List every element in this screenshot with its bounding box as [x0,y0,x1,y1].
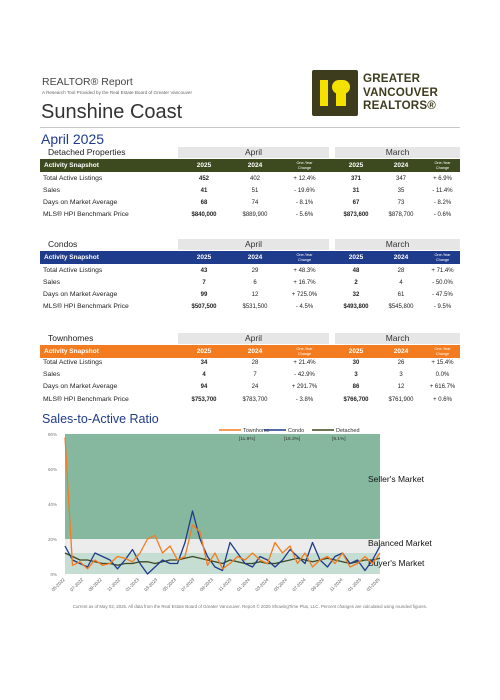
band-april: April [178,147,329,158]
table-row: Sales 4 7 - 42.9% 3 3 0.0% [43,371,450,378]
y-tick-label: 40% [47,502,57,507]
table-row: MLS® HPI Benchmark Price $507,500 $531,500 - 4.5% $493,800 $545,800 - 9.5% [43,303,452,310]
legend-value: [11.8%] [239,437,255,442]
col-change: One-Year Change [434,346,451,356]
table-row: Sales 41 51 - 19.6% 31 35 - 11.4% [43,187,453,194]
table-row: Total Active Listings 43 29 + 48.3% 48 28 + 71.4% [43,267,454,274]
col-2025: 2025 [196,348,212,355]
y-tick-label: 80% [47,432,57,437]
report-title: REALTOR® Report [42,76,133,88]
col-activity: Activity Snapshot [44,254,99,261]
x-tick-label: 01-2025 [346,577,363,593]
legend-value: [16.3%] [284,437,301,442]
table-row: Days on Market Average 94 24 + 291.7% 86 12 + 616.7% [43,383,456,390]
x-tick-label: 11-2022 [106,577,122,593]
column-header [40,251,460,264]
report-subtitle: A Research Tool Provided by the Real Estate Board of Greater Vancouver [42,90,192,95]
header-divider [40,127,460,128]
table-row: Sales 7 6 + 16.7% 2 4 - 50.0% [43,279,453,286]
market-zone [65,539,380,553]
zone-label: Buyer's Market [368,558,425,568]
x-tick-label: 01-2024 [235,577,252,593]
gvr-logo [312,70,464,116]
section-title-detached: Detached Properties [48,147,126,157]
chart-title: Sales-to-Active Ratio [42,412,159,426]
legend-label: Condo [288,428,305,434]
band-april: April [178,333,329,344]
zone-label: Balanced Market [368,538,432,548]
table-row: Total Active Listings 452 402 + 12.4% 371 347 + 6.9% [43,175,452,182]
band-april: April [178,239,329,250]
x-tick-label: 05-2022 [50,577,66,593]
legend-label: Townhome [243,428,270,434]
legend-label: Detached [336,428,360,434]
col-2025: 2025 [348,162,364,169]
y-tick-label: 0% [50,572,57,577]
col-activity: Activity Snapshot [44,162,99,169]
table-row: Total Active Listings 34 28 + 21.4% 30 26 + 15.4% [43,359,454,366]
col-2024: 2024 [393,254,409,261]
band-march: March [335,333,460,344]
y-tick-label: 20% [47,537,57,542]
logo-mark-icon [312,70,358,116]
band-march: March [335,147,460,158]
table-row: Days on Market Average 99 12 + 725.0% 32 61 - 47.5% [43,291,453,298]
footnote: Current as of May 02, 2025. All data from the Real Estate Board of Greater Vancouver. Report © 2025 ShowingTime Plus, LLC. Percent changes are calculated using rounded figures. [72,604,428,609]
legend-value: [9.1%] [332,437,346,442]
table-row: Days on Market Average 68 74 - 8.1% 67 73 - 8.2% [43,199,452,206]
col-change: One-Year Change [296,346,313,356]
x-tick-label: 07-2024 [291,577,307,593]
x-tick-label: 03-2023 [143,577,159,593]
x-tick-label: 03-2025 [365,577,381,593]
logo-wordmark: GREATER VANCOUVER REALTORS® [363,72,439,112]
x-tick-label: 07-2023 [180,577,196,593]
col-activity: Activity Snapshot [44,348,99,355]
x-tick-label: 05-2024 [272,577,289,593]
report-month: April 2025 [41,131,105,147]
x-tick-label: 01-2023 [124,577,140,593]
zone-label: Seller's Market [368,474,424,484]
col-2024: 2024 [247,254,263,261]
col-change: One-Year Change [434,252,451,262]
table-row: MLS® HPI Benchmark Price $753,700 $783,700 - 3.8% $766,700 $761,900 + 0.6% [43,396,452,403]
col-change: One-Year Change [296,160,313,170]
col-change: One-Year Change [434,160,451,170]
x-tick-label: 11-2023 [217,577,233,593]
column-header [40,159,460,172]
x-tick-label: 11-2024 [328,577,344,593]
col-change: One-Year Change [296,252,313,262]
col-2025: 2025 [196,254,212,261]
x-tick-label: 09-2023 [198,577,214,593]
detached-section [40,147,460,227]
col-2024: 2024 [393,162,409,169]
col-2025: 2025 [196,162,212,169]
y-tick-label: 60% [47,467,57,472]
market-zone [65,434,380,539]
region-name: Sunshine Coast [41,101,183,123]
x-tick-label: 09-2022 [87,577,103,593]
col-2025: 2025 [348,348,364,355]
col-2025: 2025 [348,254,364,261]
table-row: MLS® HPI Benchmark Price $840,000 $889,900 - 5.6% $873,600 $878,700 - 0.6% [43,211,452,218]
x-tick-label: 07-2022 [69,577,85,593]
col-2024: 2024 [247,162,263,169]
x-tick-label: 03-2024 [254,577,270,593]
section-title-townhomes: Townhomes [48,333,94,343]
sales-to-active-chart [0,420,500,600]
col-2024: 2024 [393,348,409,355]
condos-section [40,239,460,319]
col-2024: 2024 [247,348,263,355]
section-title-condos: Condos [48,239,78,249]
band-march: March [335,239,460,250]
x-tick-label: 09-2024 [309,577,326,593]
townhomes-section [40,333,460,413]
x-tick-label: 05-2023 [161,577,177,593]
